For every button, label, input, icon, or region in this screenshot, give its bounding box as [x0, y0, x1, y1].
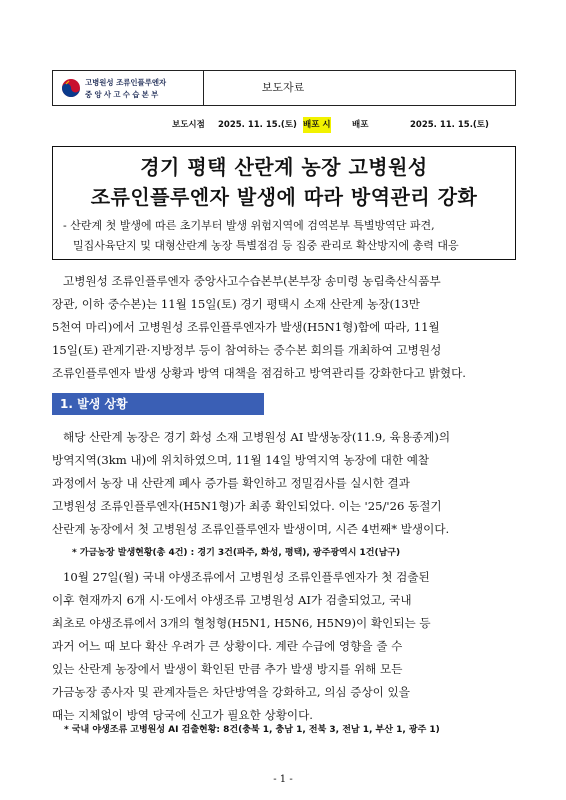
headline-line2: 조류인플루엔자 발생에 따라 방역관리 강화: [90, 185, 478, 209]
text-line: 고병원성 조류인플루엔자 중앙사고수습본부(본부장 송미령 농림축산식품부: [63, 274, 441, 288]
text-line: 고병원성 조류인플루엔자(H5N1형)가 최종 확인되었다. 이는 '25/'26 동절기: [52, 499, 442, 513]
footnote-farm-cases: * 가금농장 발생현황(총 4건) : 경기 3건(파주, 화성, 평택), 광주광역시 1건(남구): [72, 548, 401, 558]
release-date: 2025. 11. 15.(토): [410, 120, 489, 130]
embargo-label: 보도시점: [172, 120, 205, 130]
text-line: 15일(토) 관계기관·지방정부 등이 참여하는 중수본 회의를 개최하여 고병원성: [52, 343, 442, 357]
situation-paragraph: [52, 426, 514, 541]
text-line: 과거 어느 때 보다 확산 우려가 큰 상황이다. 계란 수급에 영향을 줄 수: [52, 639, 403, 653]
subheadline-line2: 밀집사육단지 및 대형산란계 농장 특별점검 등 집중 관리로 확산방지에 총력 대응: [73, 239, 459, 252]
embargo-date: 2025. 11. 15.(토): [218, 120, 297, 130]
text-line: 최초로 야생조류에서 3개의 혈청형(H5N1, H5N6, H5N9)이 확인되는 등: [52, 616, 431, 630]
text-line: 조류인플루엔자 발생 상황과 방역 대책을 점검하고 방역관리를 강화한다고 밝혔다.: [52, 366, 466, 380]
section-heading: [52, 393, 264, 415]
press-header: [52, 70, 516, 106]
text-line: 방역지역(3km 내)에 위치하였으며, 11월 14일 방역지역 농장에 대한 예찰: [52, 453, 430, 467]
release-label: 배포: [352, 120, 369, 130]
taegeuk-emblem-icon: [61, 78, 81, 98]
page-number: - 1 -: [273, 774, 293, 785]
text-line: 산란계 농장에서 첫 고병원성 조류인플루엔자 발생이며, 시즌 4번째* 발생이다.: [52, 522, 450, 536]
section-heading-label: 1. 발생 상황: [60, 397, 128, 411]
text-line: 과정에서 농장 내 산란계 폐사 증가를 확인하고 정밀검사를 실시한 결과: [52, 476, 410, 490]
text-line: 10월 27일(월) 국내 야생조류에서 고병원성 조류인플루엔자가 첫 검출된: [63, 570, 430, 584]
text-line: 5천여 마리)에서 고병원성 조류인플루엔자가 발생(H5N1형)함에 따라, 11월: [52, 320, 440, 334]
text-line: 때는 지체없이 방역 당국에 신고가 필요한 상황이다.: [52, 708, 313, 722]
subheadline-line1: - 산란계 첫 발생에 따른 초기부터 발생 위험지역에 검역본부 특별방역단 파견,: [63, 219, 435, 232]
wild-bird-paragraph: [52, 566, 514, 727]
text-line: 해당 산란계 농장은 경기 화성 소재 고병원성 AI 발생농장(11.9, 육용종계)의: [63, 430, 451, 444]
footnote-wild-bird-cases: * 국내 야생조류 고병원성 AI 검출현황: 8건(충북 1, 충남 1, 전북 3, 전남 1, 부산 1, 광주 1): [64, 725, 440, 735]
text-line: 가금농장 종사자 및 관계자들은 차단방역을 강화하고, 의심 증상이 있을: [52, 685, 410, 699]
agency-name-line1: 고병원성 조류인플루엔자: [85, 78, 167, 87]
headline-box: [52, 146, 516, 260]
document-type: 보도자료: [261, 81, 305, 94]
text-line: 이후 현재까지 6개 시·도에서 야생조류 고병원성 AI가 검출되었고, 국내: [52, 593, 412, 607]
agency-logo: [53, 71, 204, 105]
headline-line1: 경기 평택 산란계 농장 고병원성: [140, 155, 428, 179]
embargo-tag: 배포 시: [303, 117, 331, 133]
text-line: 있는 산란계 농장에서 발생이 확인된 만큼 추가 발생 방지를 위해 모든: [52, 662, 403, 676]
intro-paragraph: [52, 270, 514, 385]
agency-name-line2: 중앙사고수습본부: [85, 90, 161, 99]
text-line: 장관, 이하 중수본)는 11월 15일(토) 경기 평택시 소재 산란계 농장(13만: [52, 297, 420, 311]
